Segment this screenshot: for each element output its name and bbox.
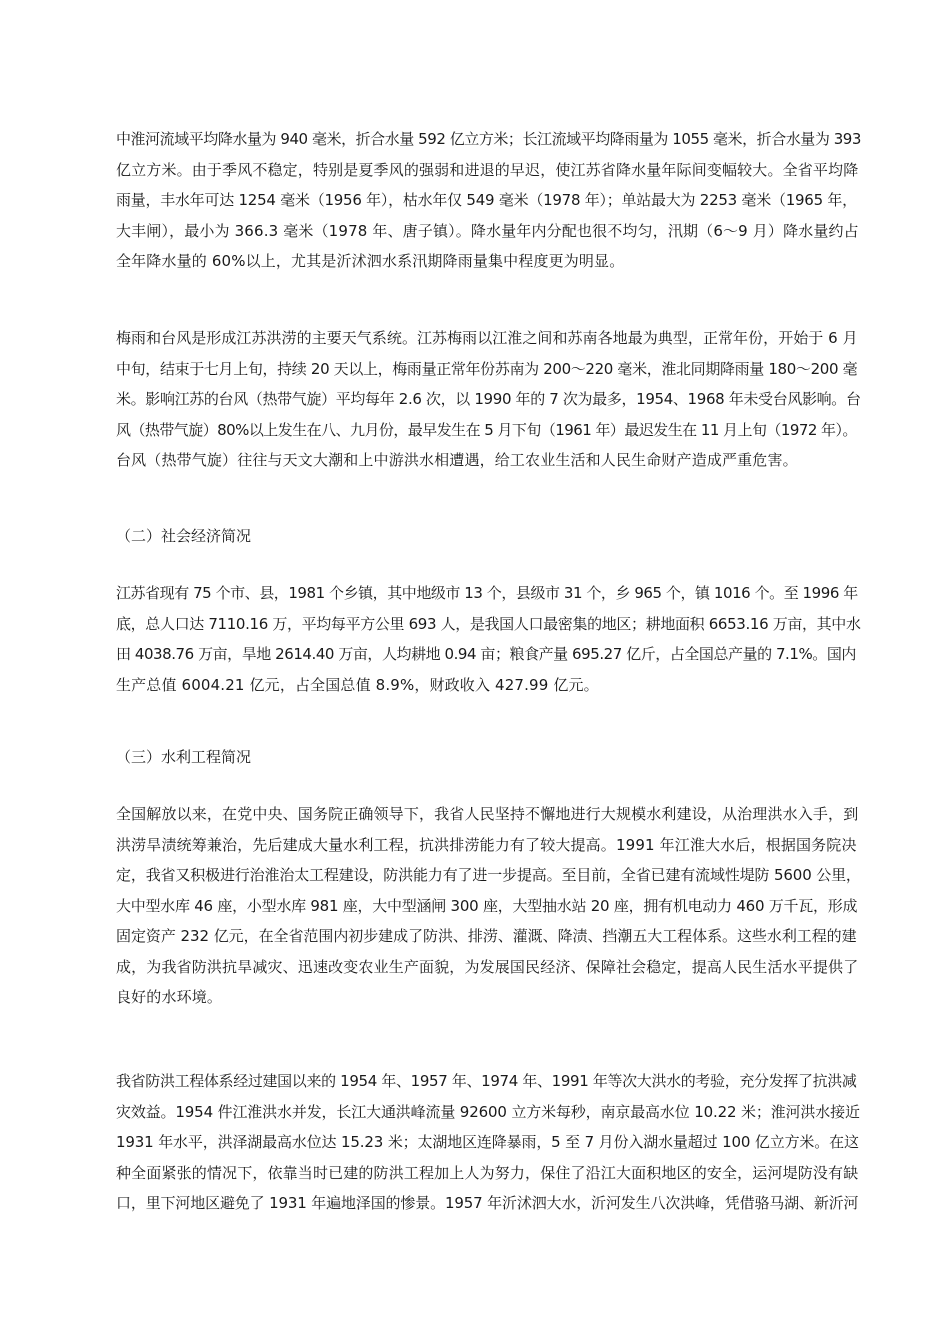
text-line: 底，总人口达 7110.16 万，平均每平方公里 693 人，是我国人口最密集的地区；耕地面积 6653.16 万亩，其中水: [116, 614, 861, 633]
text-line: 全年降水量的 60%以上，尤其是沂沭泗水系汛期降雨量集中程度更为明显。: [116, 252, 625, 270]
text-line: 大丰闸），最小为 366.3 毫米（1978 年、唐子镇）。降水量年内分配也很不均匀，汛期（6～9 月）降水量约占: [116, 221, 859, 240]
text-line: 良好的水环境。: [116, 988, 223, 1006]
text-line: 风（热带气旋）80%以上发生在八、九月份，最早发生在 5 月下旬（1961 年）最迟发生在 11 月上旬（1972 年）。: [116, 420, 857, 439]
text-line: 田 4038.76 万亩，旱地 2614.40 万亩，人均耕地 0.94 亩；粮食产量 695.27 亿斤，占全国总产量的 7.1%。国内: [116, 645, 856, 663]
text-line: 固定资产 232 亿元，在全省范围内初步建成了防洪、排涝、灌溉、降渍、挡潮五大工程体系。这些水利工程的建: [116, 927, 857, 945]
text-line: 台风（热带气旋）往往与天文大潮和上中游洪水相遭遇，给工农业生活和人民生命财产造成严重危害。: [116, 451, 798, 469]
section-heading-water-projects: （三）水利工程简况: [116, 748, 252, 766]
text-line: 全国解放以来，在党中央、国务院正确领导下，我省人民坚持不懈地进行大规模水利建设，从治理洪水入手，到: [116, 805, 859, 823]
text-line: 雨量，丰水年可达 1254 毫米（1956 年），枯水年仅 549 毫米（1978 年）；单站最大为 2253 毫米（1965 年，: [116, 191, 857, 209]
text-line: 种全面紧张的情况下，依靠当时已建的防洪工程加上人为努力，保住了沿江大面积地区的安全，运河堤防没有缺: [116, 1163, 859, 1182]
text-line: 中淮河流域平均降水量为 940 毫米，折合水量 592 亿立方米；长江流域平均降雨量为 1055 毫米，折合水量为 393: [116, 130, 861, 148]
text-line: 灾效益。1954 件江淮洪水并发，长江大通洪峰流量 92600 立方米每秒，南京最高水位 10.22 米；淮河洪水接近: [116, 1102, 860, 1121]
text-line: 梅雨和台风是形成江苏洪涝的主要天气系统。江苏梅雨以江淮之间和苏南各地最为典型，正常年份，开始于 6 月: [116, 329, 858, 347]
text-line: 洪涝旱渍统筹兼治，先后建成大量水利工程，抗洪排涝能力有了较大提高。1991 年江淮大水后，根据国务院决: [116, 835, 857, 854]
text-line: 定，我省又积极进行治淮治太工程建设，防洪能力有了进一步提高。至目前，全省已建有流域性堤防 5600 公里，: [116, 866, 861, 884]
text-line: 口，里下河地区避免了 1931 年遍地泽国的惨景。1957 年沂沭泗大水，沂河发生八次洪峰，凭借骆马湖、新沂河: [116, 1194, 859, 1212]
text-line: 米。影响江苏的台风（热带气旋）平均每年 2.6 次，以 1990 年的 7 次为最多，1954、1968 年未受台风影响。台: [116, 390, 861, 408]
section-heading-social-economy: （二）社会经济简况: [116, 527, 252, 545]
paragraph-water-projects: [116, 799, 861, 1013]
paragraph-meiyu-typhoon: [116, 323, 861, 476]
text-line: 大中型水库 46 座，小型水库 981 座，大中型涵闸 300 座，大型抽水站 20 座，拥有机电动力 460 万千瓦，形成: [116, 896, 858, 915]
text-line: 江苏省现有 75 个市、县，1981 个乡镇，其中地级市 13 个，县级市 31 个，乡 965 个，镇 1016 个。至 1996 年: [116, 584, 858, 602]
text-line: 我省防洪工程体系经过建国以来的 1954 年、1957 年、1974 年、1991 年等次大洪水的考验，充分发挥了抗洪减: [116, 1072, 857, 1090]
text-line: 生产总值 6004.21 亿元，占全国总值 8.9%，财政收入 427.99 亿元。: [116, 675, 599, 694]
paragraph-rainfall: [116, 124, 861, 277]
paragraph-flood-control: [116, 1066, 861, 1219]
text-line: 1931 年水平，洪泽湖最高水位达 15.23 米；太湖地区连降暴雨，5 至 7 月份入湖水量超过 100 亿立方米。在这: [116, 1133, 859, 1151]
text-line: 中旬，结束于七月上旬，持续 20 天以上，梅雨量正常年份苏南为 200～220 毫米，淮北同期降雨量 180～200 毫: [116, 359, 858, 378]
text-line: 亿立方米。由于季风不稳定，特别是夏季风的强弱和进退的早迟，使江苏省降水量年际间变幅较大。全省平均降: [116, 160, 859, 179]
paragraph-social-economy: [116, 578, 861, 700]
text-line: 成，为我省防洪抗旱减灾、迅速改变农业生产面貌，为发展国民经济、保障社会稳定，提高人民生活水平提供了: [116, 957, 859, 976]
